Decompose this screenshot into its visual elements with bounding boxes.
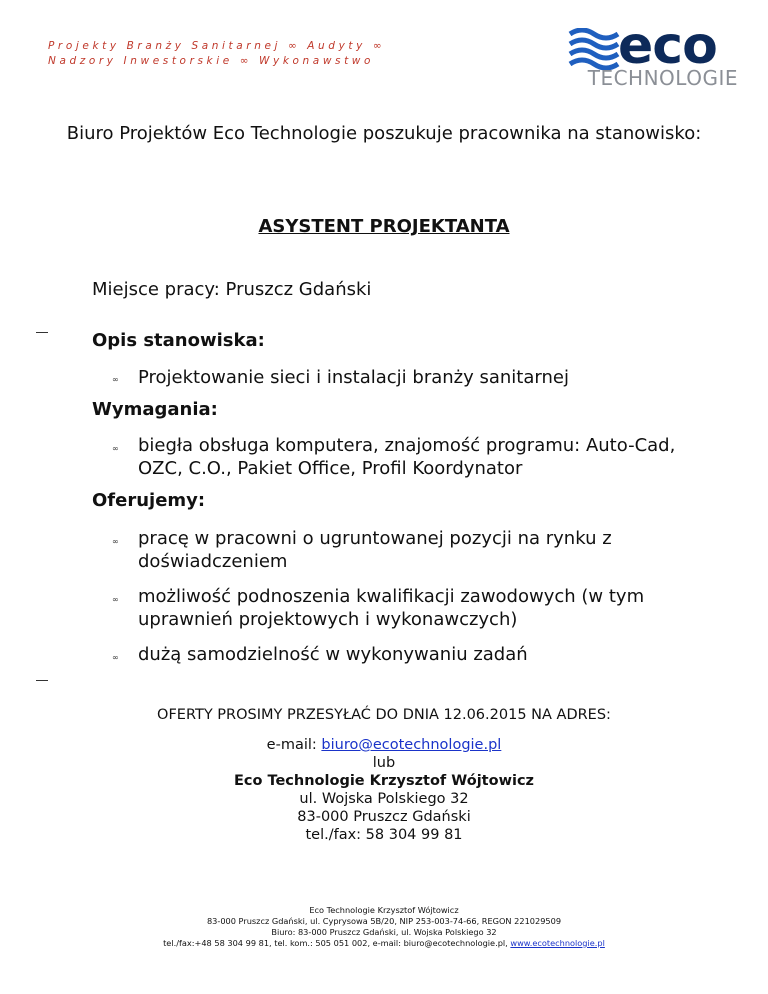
company-name: Eco Technologie Krzysztof Wójtowicz (234, 773, 534, 789)
bullet-icon: ∞ (112, 375, 119, 384)
intro-text (0, 122, 768, 146)
logo-subtitle: TECHNOLOGIE (587, 66, 738, 90)
list-item: pracę w pracowni o ugruntowanej pozycji na rynku z doświadczeniem (138, 528, 612, 572)
header-tagline-line2: Nadzory Inwestorskie ∞ Wykonawstwo (48, 55, 375, 67)
footer-line4 (0, 938, 768, 949)
website-link[interactable]: www.ecotechnologie.pl (510, 938, 605, 948)
margin-mark (36, 680, 48, 681)
email-label: e-mail: (266, 737, 317, 753)
header-tagline-line1: Projekty Branży Sanitarnej ∞ Audyty ∞ (48, 40, 386, 52)
phone-number: tel./fax: 58 304 99 81 (305, 827, 463, 843)
street-address: ul. Wojska Polskiego 32 (299, 791, 469, 807)
list-item: możliwość podnoszenia kwalifikacji zawodowych (w tym uprawnień projektowych i wykonawczych) (138, 586, 645, 630)
list-item: biegła obsługa komputera, znajomość programu: Auto-Cad, OZC, C.O., Pakiet Office, Profil Koordynator (138, 435, 676, 479)
intro-line: Biuro Projektów Eco Technologie poszukuje pracownika na stanowisko: (66, 123, 702, 144)
bullet-icon: ∞ (112, 653, 119, 662)
section-heading-description: Opis stanowiska: (92, 330, 265, 351)
footer-line2: 83-000 Pruszcz Gdański, ul. Cyprysowa 5B/20, NIP 253-003-74-66, REGON 221029509 (206, 916, 562, 926)
offer-deadline: OFERTY PROSIMY PRZESYŁAĆ DO DNIA 12.06.2015 NA ADRES: (157, 707, 611, 723)
email-line (0, 736, 768, 754)
eco-technologie-logo (568, 16, 738, 90)
position-title: ASYSTENT PROJEKTANTA (258, 216, 510, 237)
list-item: Projektowanie sieci i instalacji branży sanitarnej (138, 367, 569, 388)
contact-block (0, 736, 768, 844)
or-text: lub (372, 755, 396, 771)
section-heading-offer: Oferujemy: (92, 490, 206, 511)
workplace: Miejsce pracy: Pruszcz Gdański (92, 279, 372, 300)
margin-mark (36, 332, 48, 333)
footer-contact-text: tel./fax:+48 58 304 99 81, tel. kom.: 505 051 002, e-mail: biuro@ecotechnologie.pl, (163, 938, 508, 948)
footer-line1: Eco Technologie Krzysztof Wójtowicz (309, 905, 459, 915)
bullet-icon: ∞ (112, 595, 119, 604)
list-item: dużą samodzielność w wykonywaniu zadań (138, 644, 528, 665)
email-link[interactable]: biuro@ecotechnologie.pl (321, 737, 502, 753)
logo-brand: eco (618, 16, 717, 76)
footer (0, 905, 768, 949)
footer-line3: Biuro: 83-000 Pruszcz Gdański, ul. Wojska Polskiego 32 (271, 927, 497, 937)
bullet-icon: ∞ (112, 444, 119, 453)
bullet-icon: ∞ (112, 537, 119, 546)
city-address: 83-000 Pruszcz Gdański (297, 809, 471, 825)
section-heading-requirements: Wymagania: (92, 399, 218, 420)
